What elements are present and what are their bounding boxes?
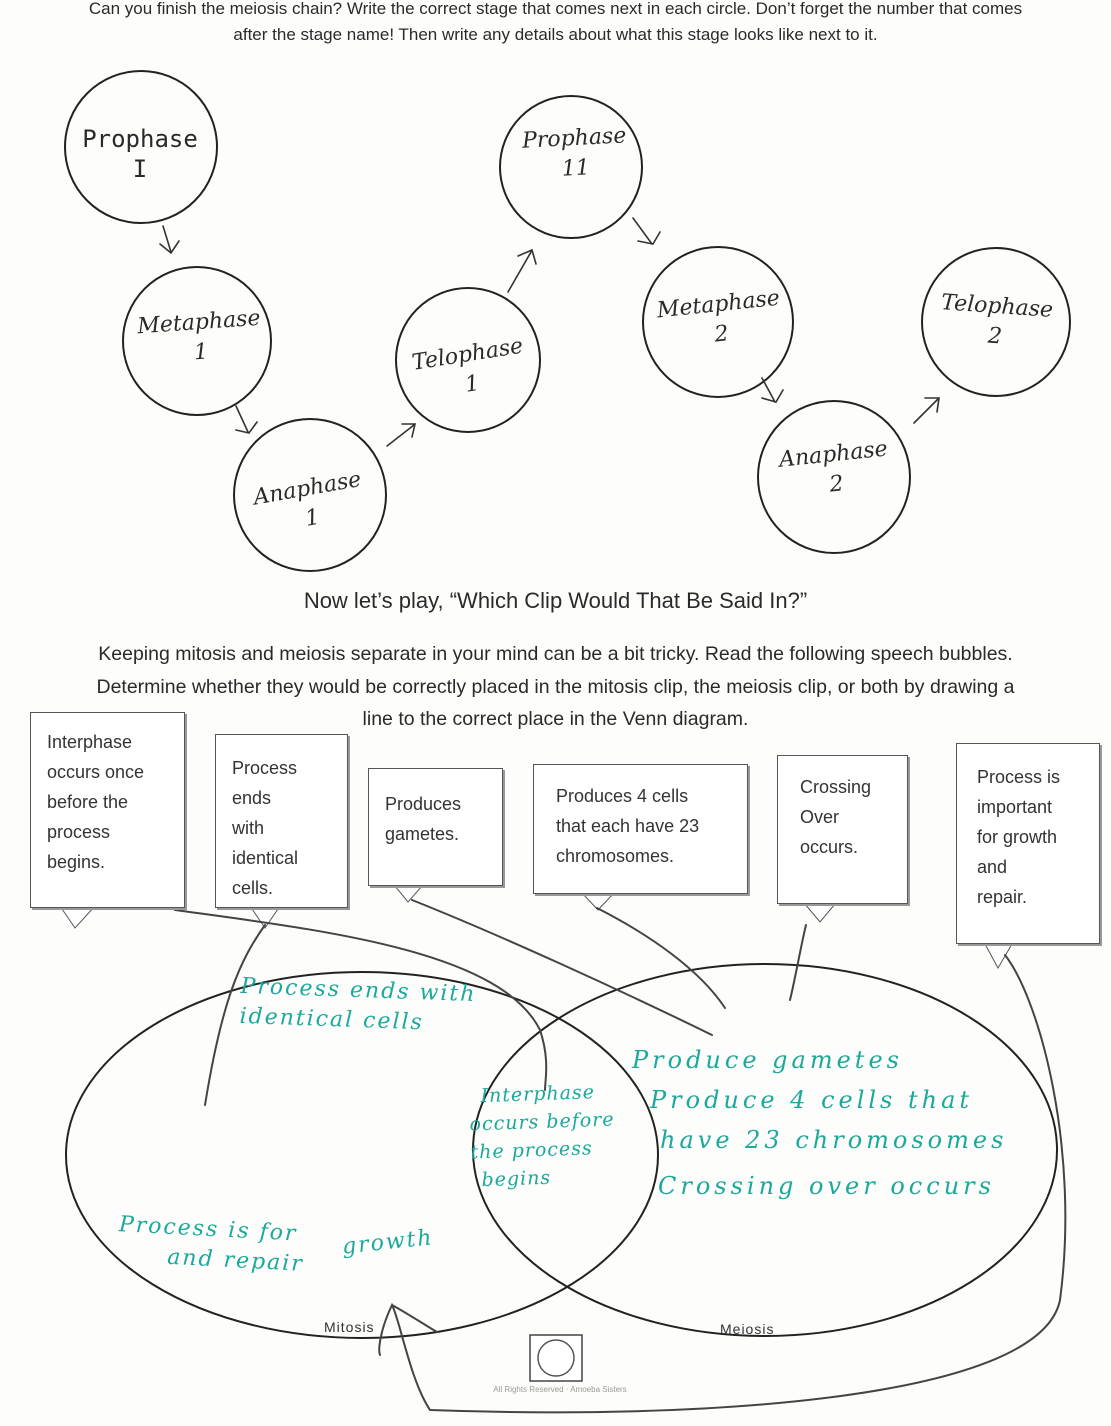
game-instructions-line-1: Keeping mitosis and meiosis separate in your mind can be a bit tricky. Read the following speech bubbles. xyxy=(98,643,1013,665)
footer-copyright: All Rights Reserved · Amoeba Sisters xyxy=(493,1385,627,1394)
chain-stage-number: 2 xyxy=(713,321,730,348)
answer-mitosis-growth-word: growth xyxy=(340,1225,435,1260)
bubble-text-line: identical xyxy=(232,848,299,868)
bubble-text-line: chromosomes. xyxy=(556,846,675,866)
answer-mitosis-identical-cells xyxy=(239,972,477,1040)
bubble-text-line: occurs. xyxy=(800,837,859,857)
chain-stage-name: Anaphase xyxy=(777,436,889,473)
venn-label-mitosis: Mitosis xyxy=(324,1319,375,1335)
game-instructions-line-2: Determine whether they would be correctly placed in the mitosis clip, the meiosis clip, or both by drawing a xyxy=(96,676,1015,698)
bubble-text-line: Process xyxy=(232,758,298,778)
speech-bubble-growth-repair xyxy=(956,743,1100,944)
answer-line: Process is for xyxy=(118,1212,299,1247)
answer-line: Produce gametes xyxy=(632,1046,903,1074)
instruction-line-1: Can you finish the meiosis chain? Write the correct stage that comes next in each circle. Don’t forget the number that comes xyxy=(88,0,1023,18)
answer-line: begins xyxy=(481,1166,552,1192)
bubble-text-line: that each have 23 xyxy=(556,816,700,836)
chain-stage-name: Metaphase xyxy=(136,305,262,340)
venn-label-meiosis: Meiosis xyxy=(720,1321,775,1337)
bubble-tail-6 xyxy=(985,944,1012,968)
answer-meiosis xyxy=(632,1040,1007,1206)
speech-bubble-gametes xyxy=(368,768,503,886)
bubble-text-line: Interphase xyxy=(47,732,133,752)
chain-stage-number: I xyxy=(132,155,148,183)
answer-line: occurs before xyxy=(469,1108,615,1136)
answer-line: the process xyxy=(470,1137,594,1164)
chain-stage-number: 11 xyxy=(561,155,591,182)
answer-both-interphase xyxy=(468,1078,617,1195)
chain-stage-name: Anaphase xyxy=(251,466,364,511)
speech-bubble-four-cells xyxy=(533,764,748,894)
chain-stage-name: Metaphase xyxy=(655,285,781,324)
connector-line-5 xyxy=(790,925,806,1000)
game-heading: Now let’s play, “Which Clip Would That Be Said In?” xyxy=(303,588,808,613)
bubble-tail-3 xyxy=(395,886,422,902)
game-instructions-line-3: line to the correct place in the Venn diagram. xyxy=(362,708,749,730)
answer-line: Crossing over occurs xyxy=(658,1172,995,1200)
speech-bubble-identical-cells xyxy=(215,734,348,908)
chain-stage-name: Prophase xyxy=(82,125,198,153)
bubble-text-line: before the xyxy=(47,792,129,812)
answer-line: Process ends with xyxy=(240,973,477,1008)
bubble-text-line: Over xyxy=(800,807,840,827)
chain-stage-number: 2 xyxy=(987,323,1003,350)
bubble-text-line: Process is xyxy=(977,767,1061,787)
bubble-text-line: Produces 4 cells xyxy=(556,786,689,806)
answer-line: have 23 chromosomes xyxy=(660,1126,1008,1154)
bubble-text-line: with xyxy=(232,818,265,838)
bubble-text-line: important xyxy=(977,797,1053,817)
speech-bubble-interphase xyxy=(30,712,185,908)
bubble-text-line: and xyxy=(977,857,1008,877)
answer-mitosis-growth-repair xyxy=(117,1210,307,1280)
answer-line: and repair xyxy=(166,1244,305,1277)
chain-stage-name: Prophase xyxy=(521,123,627,154)
bubble-text-line: occurs once xyxy=(47,762,145,782)
bubble-text-line: cells. xyxy=(232,878,274,898)
bubble-text-line: process xyxy=(47,822,111,842)
chain-stage-name: Telophase xyxy=(940,290,1054,323)
chain-stage-number: 1 xyxy=(193,339,209,366)
answer-line: identical cells xyxy=(239,1003,425,1036)
bubble-text-line: begins. xyxy=(47,852,106,872)
bubble-tail-1 xyxy=(60,906,95,928)
connector-line-4 xyxy=(597,908,725,1008)
answer-line: Interphase xyxy=(480,1081,596,1108)
chain-stage-number: 2 xyxy=(828,471,845,498)
bubble-text-line: gametes. xyxy=(385,824,460,844)
speech-bubble-crossing-over xyxy=(777,755,908,904)
bubble-text-line: for growth xyxy=(977,827,1058,847)
bubble-tail-5 xyxy=(805,904,835,922)
instruction-line-2: after the stage name! Then write any details about what this stage looks like next to it. xyxy=(233,25,878,44)
bubble-text-line: Crossing xyxy=(800,777,872,797)
bubble-text-line: ends xyxy=(232,788,272,808)
chain-stage-name: Telophase xyxy=(410,333,525,376)
chain-stage-number: 1 xyxy=(303,504,322,532)
bubble-text-line: Produces xyxy=(385,794,462,814)
answer-line: Produce 4 cells that xyxy=(650,1086,974,1114)
chain-stage-number: 1 xyxy=(463,370,482,398)
bubble-text-line: repair. xyxy=(977,887,1028,907)
